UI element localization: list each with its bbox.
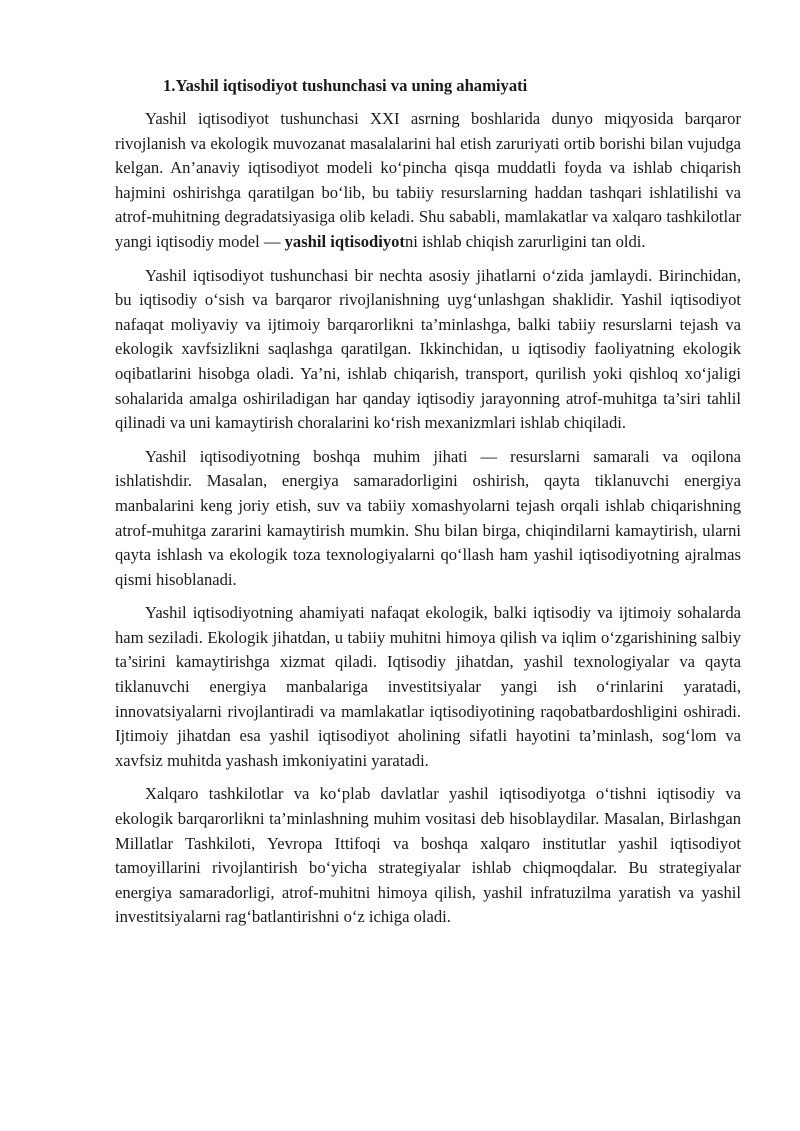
paragraph-5: Xalqaro tashkilotlar va ko‘plab davlatlar yashil iqtisodiyotga o‘tishni iqtisodiy va ekologik barqarorlikni ta’minlashning muhim vositasi deb hisoblaydilar. Masalan, Birlashgan Millatlar Tashkiloti, Yevropa Ittifoqi va boshqa xalqaro institutlar yashil iqtisodiyot tamoyillarini rivojlantirish bo‘yicha strategiyalar ishlab chiqmoqdalar. Bu strategiyalar energiya samaradorligi, atrof-muhitni himoya qilish, yashil infratuzilma yaratish va yashil investitsiyalarni rag‘batlantirishni o‘z ichiga oladi. [115,784,741,927]
section-heading: 1.Yashil iqtisodiyot tushunchasi va uning ahamiyati [163,76,528,95]
paragraph-3: Yashil iqtisodiyotning boshqa muhim jihati — resurslarni samarali va oqilona ishlatishdir. Masalan, energiya samaradorligini oshirish, qayta tiklanuvchi energiya manbalarini keng joriy etish, suv va tabiiy xomashyolarni tejash orqali ishlab chiqarishning atrof-muhitga zararini kamaytirish mumkin. Shu bilan birga, chiqindilarni kamaytirish, ularni qayta ishlash va ekologik toza texnologiyalarni qo‘llash ham yashil iqtisodiyotning ajralmas qismi hisoblanadi. [115,446,741,589]
paragraph-1 [115,107,741,255]
paragraph-1-tail: ni ishlab chiqish zarurligini tan oldi. [404,231,646,251]
document-page [115,73,741,939]
paragraph-4: Yashil iqtisodiyotning ahamiyati nafaqat ekologik, balki iqtisodiy va ijtimoiy sohalarda ham seziladi. Ekologik jihatdan, u tabiiy muhitni himoya qilish va iqlim o‘zgarishining salbiy ta’sirini kamaytirishga xizmat qiladi. Iqtisodiy jihatdan, yashil texnologiyalar va qayta tiklanuvchi energiya manbalariga investitsiyalar yangi ish o‘rinlarini yaratadi, innovatsiyalarni rivojlantiradi va mamlakatlar iqtisodiyotining raqobatbardoshligini oshiradi. Ijtimoiy jihatdan esa yashil iqtisodiyot aholining sifatli hayotini ta’minlash, sog‘lom va xavfsiz muhitda yashash imkoniyatini yaratadi. [115,603,741,770]
paragraph-1-bold-term: yashil iqtisodiyot [284,231,405,251]
paragraph-1-text: Yashil iqtisodiyot tushunchasi XXI asrning boshlarida dunyo miqyosida barqaror rivojlanish va ekologik muvozanat masalalarini hal etish zaruriyati ortib borishi bilan vujudga kelgan. An’anaviy iqtisodiyot modeli ko‘pincha qisqa muddatli foyda va ishlab chiqarish hajmini oshirishga qaratilgan bo‘lib, bu tabiiy resurslarning haddan tashqari ishlatilishi va atrof-muhitning degradatsiyasiga olib keladi. Shu sababli, mamlakatlar va xalqaro tashkilotlar yangi iqtisodiy model — [115,109,741,251]
paragraph-2: Yashil iqtisodiyot tushunchasi bir nechta asosiy jihatlarni o‘zida jamlaydi. Birinchidan, bu iqtisodiy o‘sish va barqaror rivojlanishning uyg‘unlashgan shaklidir. Yashil iqtisodiyot nafaqat moliyaviy va ijtimoiy barqarorlikni ta’minlashga, balki tabiiy resurslarni tejash va ekologik xavfsizlikni saqlashga qaratilgan. Ikkinchidan, u iqtisodiy faoliyatning ekologik oqibatlarini hisobga oladi. Ya’ni, ishlab chiqarish, transport, qurilish yoki qishloq xo‘jaligi sohalarida amalga oshiriladigan har qanday iqtisodiy jarayonning atrof-muhitga ta’siri tahlil qilinadi va uni kamaytirish choralarini ko‘rish mexanizmlari ishlab chiqiladi. [115,265,741,433]
